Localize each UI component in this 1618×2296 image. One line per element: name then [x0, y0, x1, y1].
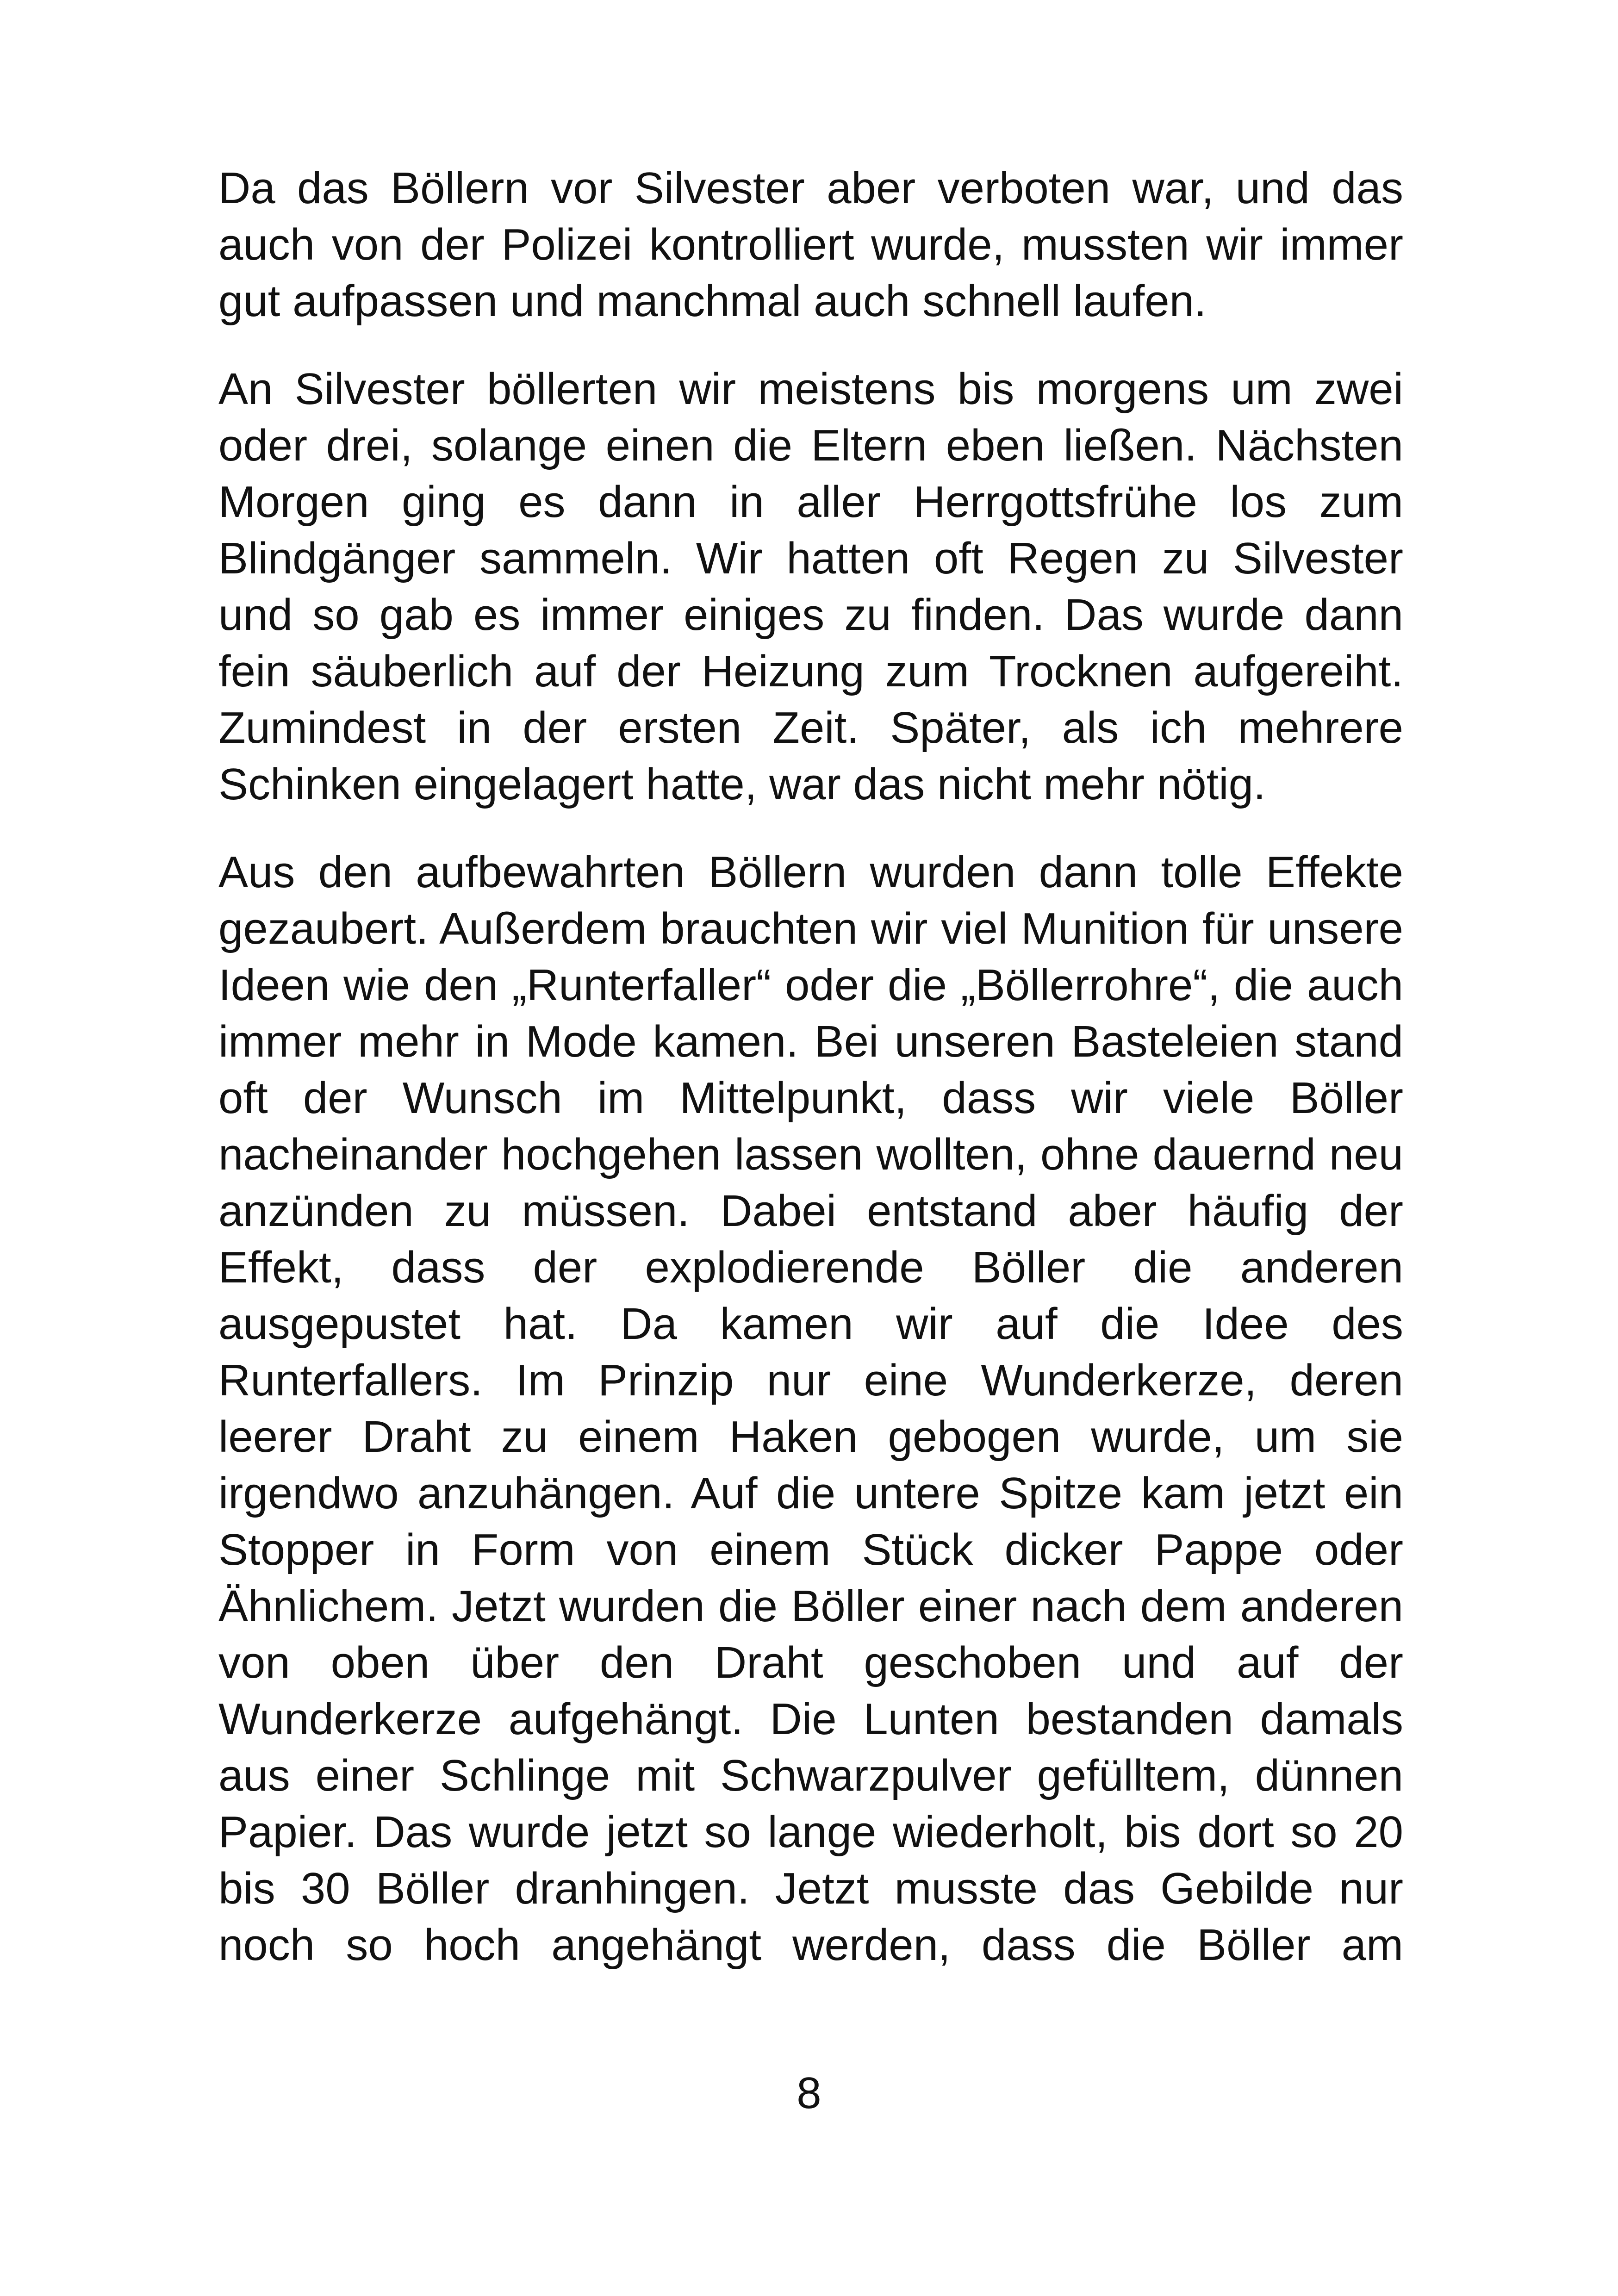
paragraph-1: Da das Böllern vor Silvester aber verboten war, und das auch von der Polizei kontrolliert wurde, mussten wir immer gut aufpassen und manchmal auch schnell laufen. [218, 163, 1403, 326]
paragraph-3: Aus den aufbewahrten Böllern wurden dann tolle Effekte gezaubert. Außerdem brauchten wir viel Munition für unsere Ideen wie den „Runterfaller“ oder die „Böllerrohre“, die auch immer mehr in Mode kamen. Bei unseren Basteleien stand oft der Wunsch im Mittelpunkt, dass wir viele Böller nacheinander hochgehen lassen wollten, ohne dauernd neu anzünden zu müssen. Dabei entstand aber häufig der Effekt, dass der explodierende Böller die anderen ausgepustet hat. Da kamen wir auf die Idee des Runterfallers. Im Prinzip nur eine Wunderkerze, deren leerer Draht zu einem Haken gebogen wurde, um sie irgendwo anzuhängen. Auf die untere Spitze kam jetzt ein Stopper in Form von einem Stück dicker Pappe oder Ähnlichem. Jetzt wurden die Böller einer nach dem anderen von oben über den Draht geschoben und auf der Wunderkerze aufgehängt. Die Lunten bestanden damals aus einer Schlinge mit Schwarzpulver gefülltem, dünnen Papier. Das wurde jetzt so lange wiederholt, bis dort so 20 bis 30 Böller dranhingen. Jetzt musste das Gebilde nur noch so hoch angehängt werden, dass die Böller am [218, 847, 1403, 1970]
paragraph-2: An Silvester böllerten wir meistens bis morgens um zwei oder drei, solange einen die Eltern eben ließen. Nächsten Morgen ging es dann in aller Herrgottsfrühe los zum Blindgänger sammeln. Wir hatten oft Regen zu Silvester und so gab es immer einiges zu finden. Das wurde dann fein säuberlich auf der Heizung zum Trocknen aufgereiht. Zumindest in der ersten Zeit. Später, als ich mehrere Schinken eingelagert hatte, war das nicht mehr nötig. [218, 364, 1403, 809]
body-text [218, 160, 1403, 1973]
page-number: 8 [797, 2068, 821, 2118]
